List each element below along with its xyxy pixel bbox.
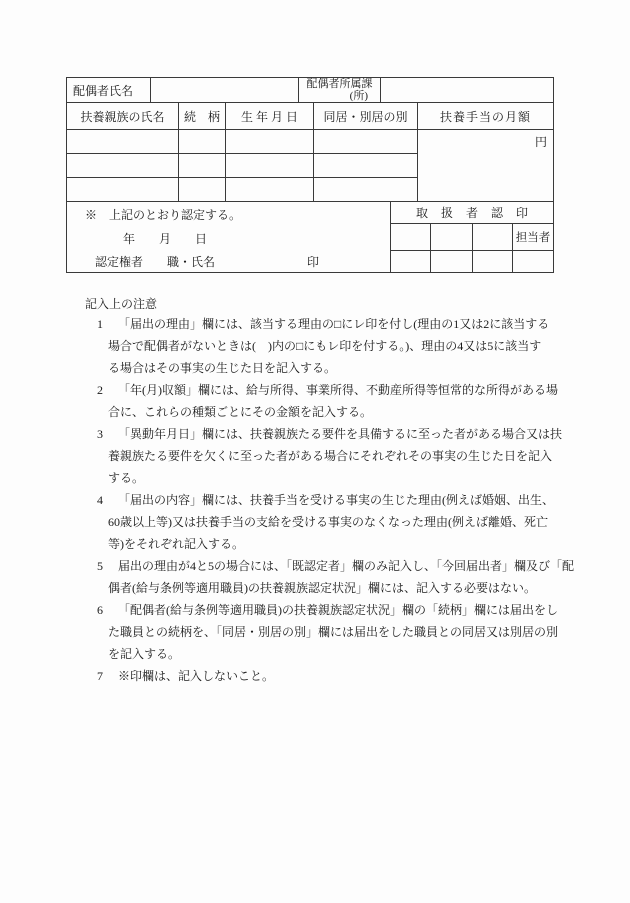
notes-list: [97, 313, 575, 687]
note-line: 養親族たる要件を欠くに至った者がある場合にそれぞれその事実の生じた日を記入: [108, 449, 553, 463]
note-text: 「配偶者(給与条例等適用職員)の扶養親族認定状況」欄の「続柄」欄には届出をし: [118, 603, 558, 617]
note-text: 「年(月)収額」欄には、給与所得、事業所得、不動産所得等恒常的な所得がある場: [118, 383, 558, 397]
relationship-cell: [179, 130, 225, 153]
dependent-name-cell: [67, 178, 178, 201]
spouse-department-label-line2: (所): [349, 90, 368, 102]
residence-cell: [314, 154, 417, 177]
note-text: ※印欄は、記入しないこと。: [118, 669, 275, 683]
note-line: 場合で配偶者がないときは( )内の□にもレ印を付する。)、理由の4又は5に該当す: [108, 339, 542, 353]
note-item-3: [97, 423, 567, 489]
note-number: 6: [97, 603, 103, 617]
header-residence-type: 同居・別居の別: [314, 103, 417, 129]
note-item-6: [97, 599, 567, 665]
note-number: 1: [97, 317, 103, 331]
note-line: [97, 555, 575, 577]
handler-seal-cell: [431, 251, 472, 272]
handler-seal-cell: [473, 224, 512, 250]
header-allowance-amount: 扶養手当の月額: [418, 103, 553, 129]
note-line: 合に、これらの種類ごとにその金額を記入する。: [108, 405, 373, 419]
note-item-4: [97, 489, 567, 555]
header-relationship: 続 柄: [179, 103, 225, 129]
header-dependent-name: 扶養親族の氏名: [67, 103, 178, 129]
spouse-department-label: [299, 78, 380, 102]
handler-seal-cell: [513, 251, 553, 272]
note-line: る場合はその事実の生じた日を記入する。: [108, 361, 337, 375]
certification-date-line: 年 月 日: [123, 232, 208, 246]
note-line: 等)をそれぞれ記入する。: [108, 537, 244, 551]
note-line: [97, 599, 567, 621]
note-item-1: [97, 313, 567, 379]
note-text: 届出の理由が4と5の場合には、「既認定者」欄のみ記入し、「今回届出者」欄及び「配: [118, 559, 575, 573]
relationship-cell: [179, 154, 225, 177]
note-number: 7: [97, 669, 103, 683]
note-text: 「異動年月日」欄には、扶養親族たる要件を具備するに至った者がある場合又は扶: [118, 427, 563, 441]
note-line: [97, 313, 567, 335]
handler-seal-cell: [431, 224, 472, 250]
birth-date-cell: [226, 178, 313, 201]
note-number: 5: [97, 559, 103, 573]
note-line: する。: [108, 471, 145, 485]
note-line: た職員との続柄を、「同居・別居の別」欄には届出をした職員との同居又は別居の別: [108, 625, 559, 639]
certification-section: [67, 202, 390, 272]
note-line: [97, 423, 567, 445]
note-text: 「届出の理由」欄には、該当する理由の□にレ印を付し(理由の1又は2に該当する: [118, 317, 550, 331]
certifying-authority-line: [95, 255, 390, 269]
note-number: 2: [97, 383, 103, 397]
handler-seal-header: 取 扱 者 認 印: [391, 202, 553, 223]
dependent-name-cell: [67, 154, 178, 177]
note-item-5: [97, 555, 575, 599]
allowance-amount-cell: [418, 130, 553, 201]
note-number: 4: [97, 493, 103, 507]
dependent-name-cell: [67, 130, 178, 153]
spouse-department-label-line1: 配偶者所属課: [306, 78, 373, 90]
authority-title-label: 認定権者 職・氏名: [95, 255, 216, 269]
header-birth-date: 生 年 月 日: [226, 103, 313, 129]
spouse-department-input-cell: [381, 78, 553, 102]
birth-date-cell: [226, 130, 313, 153]
seal-label: 印: [307, 255, 320, 269]
note-line: 60歳以上等)又は扶養手当の支給を受ける事実のなくなった理由(例えば離婚、死亡: [108, 515, 548, 529]
note-line: [97, 489, 567, 511]
certification-statement: ※ 上記のとおり認定する。: [85, 208, 242, 222]
spouse-name-input-cell: [151, 78, 298, 102]
residence-cell: [314, 130, 417, 153]
handler-seal-cell: [391, 224, 430, 250]
note-item-2: [97, 379, 567, 423]
birth-date-cell: [226, 154, 313, 177]
dependent-allowance-form-table: [66, 77, 554, 273]
note-item-7: [97, 665, 567, 687]
note-line: を記入する。: [108, 647, 181, 661]
note-line: [97, 665, 567, 687]
staff-in-charge-label: 担当者: [513, 224, 553, 250]
note-text: 「届出の内容」欄には、扶養手当を受ける事実の生じた理由(例えば婚姻、出生、: [118, 493, 554, 507]
yen-unit-label: 円: [534, 135, 547, 149]
notes-title: 記入上の注意: [85, 297, 158, 311]
residence-cell: [314, 178, 417, 201]
handler-seal-cell: [473, 251, 512, 272]
handler-seal-cell: [391, 251, 430, 272]
note-line: 偶者(給与条例等適用職員)の扶養親族認定状況」欄には、記入する必要はない。: [108, 581, 536, 595]
spouse-name-label: 配偶者氏名: [67, 78, 150, 102]
relationship-cell: [179, 178, 225, 201]
note-number: 3: [97, 427, 103, 441]
note-line: [97, 379, 567, 401]
